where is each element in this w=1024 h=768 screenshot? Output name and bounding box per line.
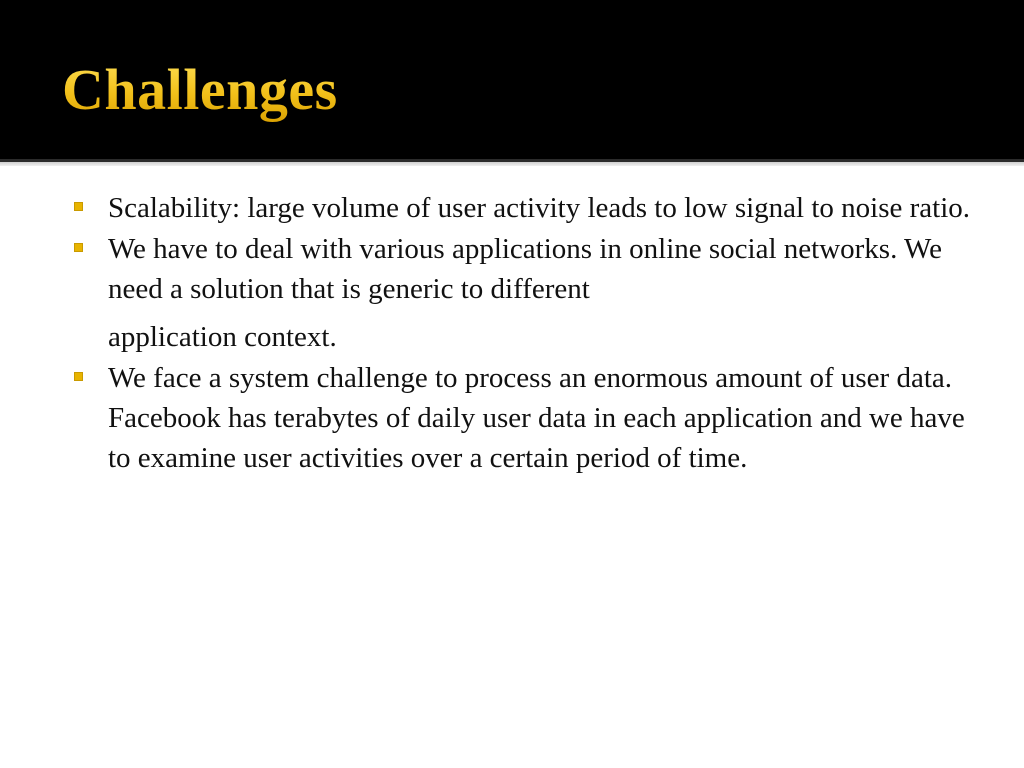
bullet-item-applications xyxy=(0,229,1024,357)
square-bullet-icon xyxy=(74,202,83,211)
bullet-text: We have to deal with various applications in online social networks. We need a solution that is generic to different xyxy=(108,233,942,305)
slide-title: Challenges xyxy=(62,55,338,125)
title-bar xyxy=(0,0,1024,159)
bullet-list xyxy=(0,188,1024,478)
square-bullet-icon xyxy=(74,243,83,252)
bullet-text-tail: application context. xyxy=(108,321,337,353)
bullet-item-system-challenge xyxy=(0,358,1024,478)
bullet-text: Scalability: large volume of user activity leads to low signal to noise ratio. xyxy=(108,192,971,224)
bullet-item-scalability xyxy=(0,188,1024,228)
bullet-text: We face a system challenge to process an enormous amount of user data. Facebook has terabytes of daily user data in each application and we have to examine user activities over a certain period of time. xyxy=(108,362,965,474)
title-divider-light xyxy=(0,162,1024,166)
square-bullet-icon xyxy=(74,372,83,381)
